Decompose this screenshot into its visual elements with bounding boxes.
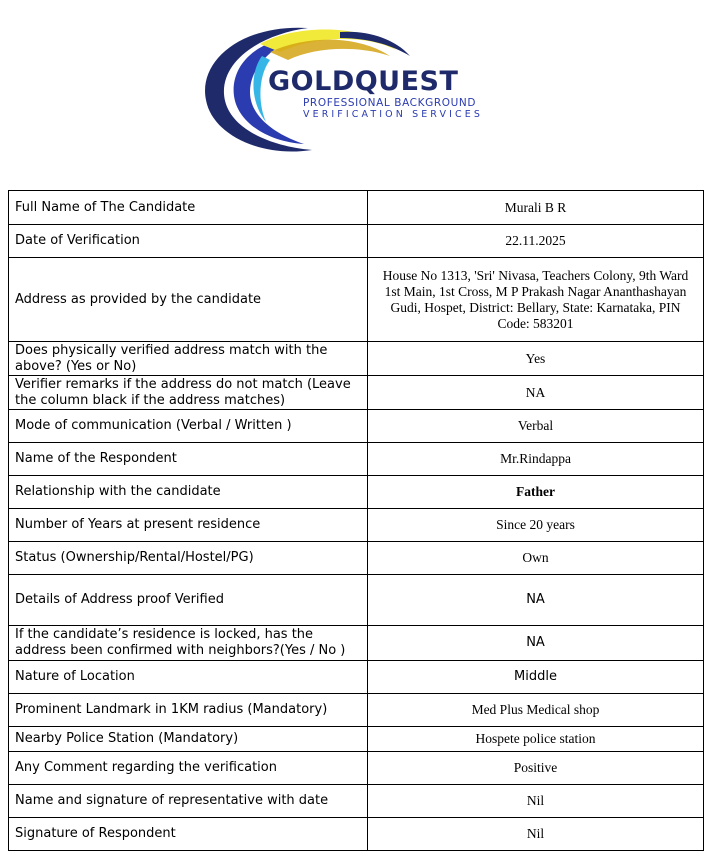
logo-brand-name [268,66,458,97]
field-label: Mode of communication (Verbal / Written ) [9,410,368,443]
field-label: Date of Verification [9,225,368,258]
field-value: Nil [368,785,704,818]
table-row [9,509,704,542]
field-label: If the candidate’s residence is locked, has the address been confirmed with neighbors?(Yes / No ) [9,626,368,661]
table-row [9,191,704,225]
table-row [9,443,704,476]
field-label: Prominent Landmark in 1KM radius (Mandatory) [9,694,368,727]
logo-brand-gold: GOLD [268,66,355,97]
verification-table [8,190,704,851]
table-row [9,225,704,258]
table-row [9,376,704,410]
table-row [9,575,704,626]
field-value: Yes [368,342,704,376]
table-row [9,785,704,818]
table-row [9,542,704,575]
field-value: House No 1313, 'Sri' Nivasa, Teachers Colony, 9th Ward 1st Main, 1st Cross, M P Prakash Nagar Ananthashayan Gudi, Hospet, District: Bellary, State: Karnataka, PIN Code: 583201 [368,258,704,342]
field-value: Father [368,476,704,509]
field-value: Nil [368,818,704,851]
field-label: Signature of Respondent [9,818,368,851]
field-value: NA [368,626,704,661]
field-label: Relationship with the candidate [9,476,368,509]
table-row [9,342,704,376]
field-label: Full Name of The Candidate [9,191,368,225]
field-label: Does physically verified address match with the above? (Yes or No) [9,342,368,376]
table-row [9,727,704,752]
field-value: NA [368,376,704,410]
field-value: Middle [368,661,704,694]
field-value: Positive [368,752,704,785]
field-label: Details of Address proof Verified [9,575,368,626]
field-label: Status (Ownership/Rental/Hostel/PG) [9,542,368,575]
field-label: Name and signature of representative with date [9,785,368,818]
field-label: Verifier remarks if the address do not match (Leave the column black if the address matches) [9,376,368,410]
table-row [9,410,704,443]
logo-tagline-2: VERIFICATION SERVICES [303,109,483,120]
field-label: Nearby Police Station (Mandatory) [9,727,368,752]
field-value: Med Plus Medical shop [368,694,704,727]
table-row [9,694,704,727]
logo-brand-quest: QUEST [354,66,459,97]
table-row [9,818,704,851]
field-label: Nature of Location [9,661,368,694]
logo-tagline-1: PROFESSIONAL BACKGROUND [303,97,477,109]
field-value: 22.11.2025 [368,225,704,258]
table-row [9,626,704,661]
field-label: Number of Years at present residence [9,509,368,542]
table-row [9,661,704,694]
field-value: Since 20 years [368,509,704,542]
field-value: Hospete police station [368,727,704,752]
field-value: NA [368,575,704,626]
field-value: Murali B R [368,191,704,225]
table-row [9,752,704,785]
table-row [9,476,704,509]
field-value: Own [368,542,704,575]
table-row [9,258,704,342]
goldquest-logo [200,22,520,162]
field-value: Mr.Rindappa [368,443,704,476]
field-value: Verbal [368,410,704,443]
field-label: Name of the Respondent [9,443,368,476]
field-label: Any Comment regarding the verification [9,752,368,785]
field-label: Address as provided by the candidate [9,258,368,342]
